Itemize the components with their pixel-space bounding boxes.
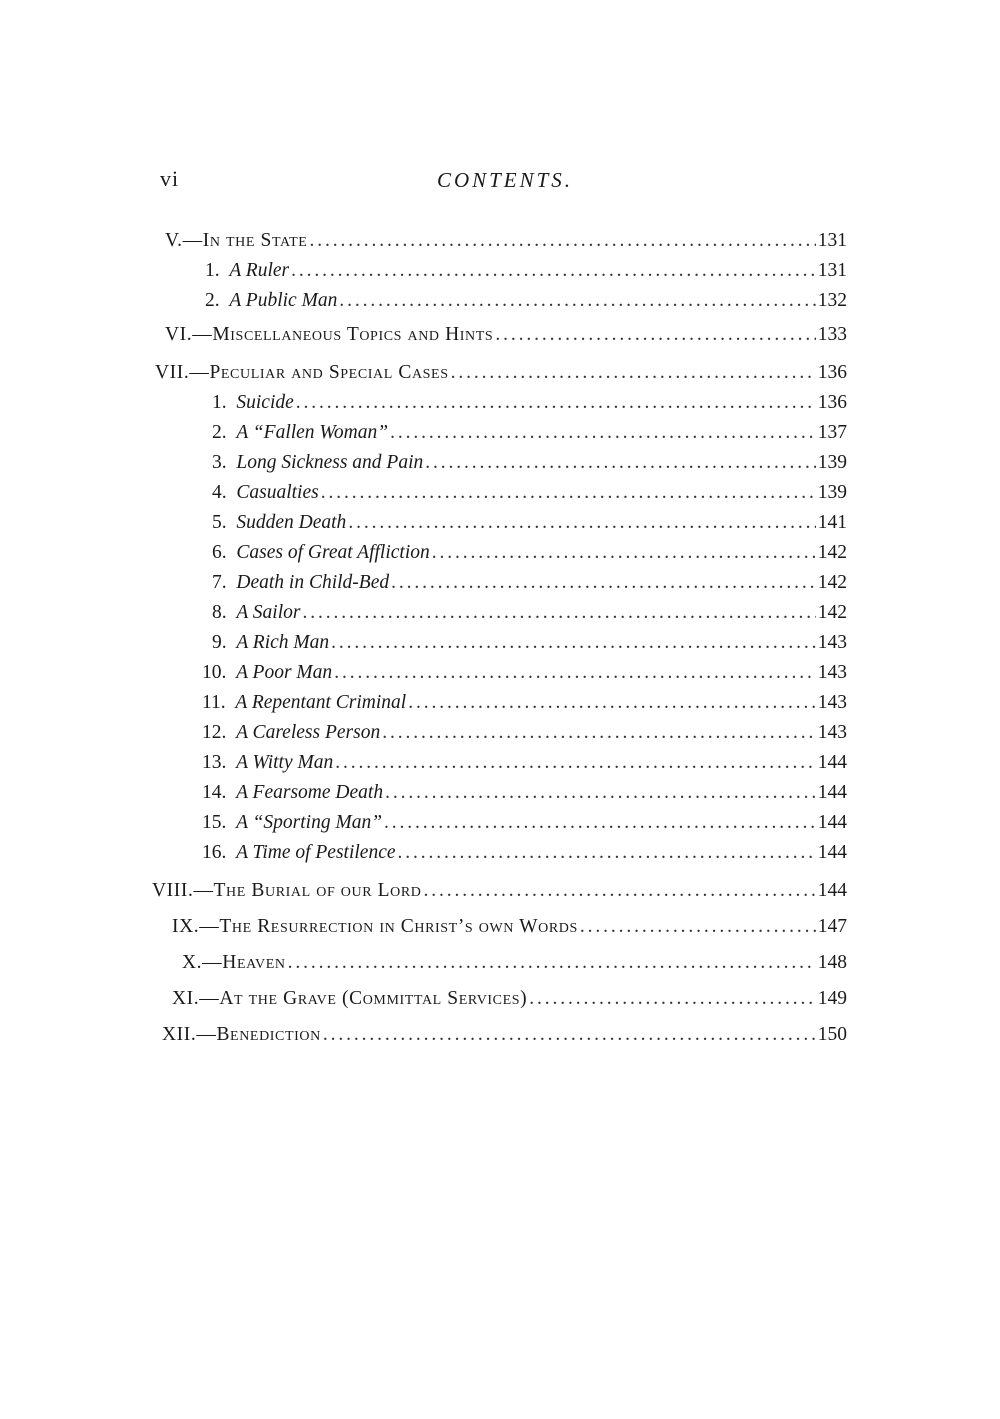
toc-entry-sub[interactable] bbox=[212, 570, 847, 596]
dot-leader bbox=[382, 720, 816, 746]
toc-entry-section-xii[interactable] bbox=[162, 1022, 847, 1048]
dot-leader bbox=[384, 810, 816, 836]
toc-entry-page: 139 bbox=[817, 482, 847, 503]
dot-leader bbox=[331, 630, 816, 656]
toc-entry-number: 7. bbox=[212, 572, 227, 593]
toc-entry-page: 143 bbox=[817, 662, 847, 683]
toc-entry-title: A Ruler bbox=[229, 260, 290, 281]
dot-leader bbox=[323, 1022, 816, 1048]
dot-leader bbox=[296, 390, 816, 416]
toc-entry-title: A Repentant Criminal bbox=[235, 692, 407, 713]
toc-entry-sub[interactable] bbox=[212, 420, 847, 446]
toc-entry-page: 143 bbox=[817, 722, 847, 743]
dot-leader bbox=[432, 540, 816, 566]
dot-leader bbox=[391, 570, 816, 596]
toc-entry-sub[interactable] bbox=[202, 750, 847, 776]
toc-entry-number: 2. bbox=[205, 290, 220, 311]
toc-entry-title: Death in Child-Bed bbox=[236, 572, 390, 593]
dot-leader bbox=[495, 322, 815, 348]
toc-entry-page: 147 bbox=[817, 916, 847, 937]
toc-entry-page: 139 bbox=[817, 452, 847, 473]
toc-entry-number: 12. bbox=[202, 722, 227, 743]
running-title: CONTENTS. bbox=[436, 168, 574, 192]
dot-leader bbox=[348, 510, 815, 536]
toc-entry-page: 144 bbox=[817, 752, 847, 773]
toc-entry-page: 131 bbox=[817, 230, 847, 251]
toc-entry-sub[interactable] bbox=[212, 600, 847, 626]
dot-leader bbox=[302, 600, 815, 626]
toc-entry-page: 144 bbox=[817, 880, 847, 901]
toc-entry-title: A Poor Man bbox=[236, 662, 333, 683]
toc-entry-page: 143 bbox=[817, 632, 847, 653]
toc-entry-number: 16. bbox=[202, 842, 227, 863]
toc-entry-page: 149 bbox=[817, 988, 847, 1009]
toc-entry-title: Cases of Great Affliction bbox=[236, 542, 430, 563]
dot-leader bbox=[334, 660, 816, 686]
toc-entry-title: A Fearsome Death bbox=[236, 782, 384, 803]
toc-entry-label: VI.—Miscellaneous Topics and Hints bbox=[165, 324, 494, 345]
toc-entry-number: 14. bbox=[202, 782, 227, 803]
toc-entry-sub[interactable] bbox=[205, 258, 847, 284]
toc-entry-section-xi[interactable] bbox=[172, 986, 847, 1012]
toc-entry-sub[interactable] bbox=[202, 690, 847, 716]
toc-entry-title: A Time of Pestilence bbox=[236, 842, 396, 863]
toc-entry-sub[interactable] bbox=[212, 480, 847, 506]
toc-entry-title: A Public Man bbox=[229, 290, 338, 311]
toc-entry-page: 141 bbox=[817, 512, 847, 533]
dot-leader bbox=[288, 950, 816, 976]
toc-entry-title: Suicide bbox=[236, 392, 294, 413]
toc-entry-section-vi[interactable] bbox=[165, 322, 847, 348]
toc-entry-title: Casualties bbox=[236, 482, 319, 503]
toc-entry-page: 143 bbox=[817, 692, 847, 713]
toc-entry-number: 1. bbox=[212, 392, 227, 413]
toc-entry-section-ix[interactable] bbox=[172, 914, 847, 940]
toc-entry-sub[interactable] bbox=[212, 450, 847, 476]
dot-leader bbox=[385, 780, 816, 806]
dot-leader bbox=[339, 288, 815, 314]
toc-entry-title: A Rich Man bbox=[236, 632, 330, 653]
dot-leader bbox=[321, 480, 816, 506]
dot-leader bbox=[424, 878, 816, 904]
toc-entry-page: 150 bbox=[817, 1024, 847, 1045]
dot-leader bbox=[335, 750, 815, 776]
dot-leader bbox=[291, 258, 816, 284]
toc-entry-sub[interactable] bbox=[212, 510, 847, 536]
toc-entry-sub[interactable] bbox=[202, 810, 847, 836]
dot-leader bbox=[425, 450, 816, 476]
dot-leader bbox=[398, 840, 816, 866]
toc-entry-number: 1. bbox=[205, 260, 220, 281]
dot-leader bbox=[408, 690, 816, 716]
toc-entry-section-x[interactable] bbox=[182, 950, 847, 976]
toc-entry-sub[interactable] bbox=[202, 660, 847, 686]
toc-entry-page: 144 bbox=[817, 812, 847, 833]
toc-entry-sub[interactable] bbox=[212, 630, 847, 656]
toc-entry-page: 132 bbox=[817, 290, 847, 311]
toc-entry-title: Sudden Death bbox=[236, 512, 347, 533]
dot-leader bbox=[529, 986, 815, 1012]
toc-entry-title: A “Fallen Woman” bbox=[236, 422, 389, 443]
toc-entry-page: 137 bbox=[817, 422, 847, 443]
toc-entry-sub[interactable] bbox=[202, 780, 847, 806]
toc-entry-sub[interactable] bbox=[202, 840, 847, 866]
toc-entry-title: A Witty Man bbox=[236, 752, 334, 773]
page-header bbox=[160, 166, 850, 196]
toc-entry-page: 133 bbox=[817, 324, 847, 345]
toc-entry-sub[interactable] bbox=[212, 390, 847, 416]
toc-entry-number: 11. bbox=[202, 692, 226, 713]
toc-entry-title: A “Sporting Man” bbox=[236, 812, 383, 833]
toc-entry-number: 3. bbox=[212, 452, 227, 473]
toc-entry-page: 136 bbox=[817, 392, 847, 413]
toc-entry-number: 9. bbox=[212, 632, 227, 653]
toc-entry-number: 15. bbox=[202, 812, 227, 833]
toc-entry-label: XII.—Benediction bbox=[162, 1024, 321, 1045]
toc-entry-label: V.—In the State bbox=[165, 230, 308, 251]
dot-leader bbox=[309, 228, 815, 254]
toc-entry-label: VII.—Peculiar and Special Cases bbox=[155, 362, 449, 383]
toc-entry-page: 142 bbox=[817, 542, 847, 563]
page-number: vi bbox=[160, 166, 180, 191]
toc-entry-page: 136 bbox=[817, 362, 847, 383]
toc-entry-label: XI.—At the Grave (Committal Services) bbox=[172, 988, 528, 1009]
toc-entry-number: 13. bbox=[202, 752, 227, 773]
toc-entry-section-viii[interactable] bbox=[152, 878, 847, 904]
toc-entry-page: 131 bbox=[817, 260, 847, 281]
toc-entry-number: 2. bbox=[212, 422, 227, 443]
toc-entry-section-v[interactable] bbox=[165, 228, 847, 254]
toc-entry-section-vii[interactable] bbox=[155, 360, 847, 386]
dot-leader bbox=[390, 420, 816, 446]
toc-entry-page: 142 bbox=[817, 602, 847, 623]
toc-entry-label: X.—Heaven bbox=[182, 952, 286, 973]
dot-leader bbox=[451, 360, 816, 386]
toc-entry-title: A Careless Person bbox=[236, 722, 381, 743]
toc-entry-page: 142 bbox=[817, 572, 847, 593]
toc-entry-title: A Sailor bbox=[236, 602, 301, 623]
toc-entry-number: 6. bbox=[212, 542, 227, 563]
toc-entry-number: 10. bbox=[202, 662, 227, 683]
toc-entry-sub[interactable] bbox=[205, 288, 847, 314]
dot-leader bbox=[580, 914, 816, 940]
toc-entry-sub[interactable] bbox=[202, 720, 847, 746]
toc-entry-title: Long Sickness and Pain bbox=[236, 452, 424, 473]
toc-entry-page: 144 bbox=[817, 782, 847, 803]
toc-entry-sub[interactable] bbox=[212, 540, 847, 566]
toc-entry-page: 144 bbox=[817, 842, 847, 863]
toc-entry-label: IX.—The Resurrection in Christ’s own Words bbox=[172, 916, 578, 937]
toc-entry-number: 8. bbox=[212, 602, 227, 623]
toc-entry-label: VIII.—The Burial of our Lord bbox=[152, 880, 422, 901]
toc-entry-page: 148 bbox=[817, 952, 847, 973]
toc-entry-number: 4. bbox=[212, 482, 227, 503]
toc-entry-number: 5. bbox=[212, 512, 227, 533]
